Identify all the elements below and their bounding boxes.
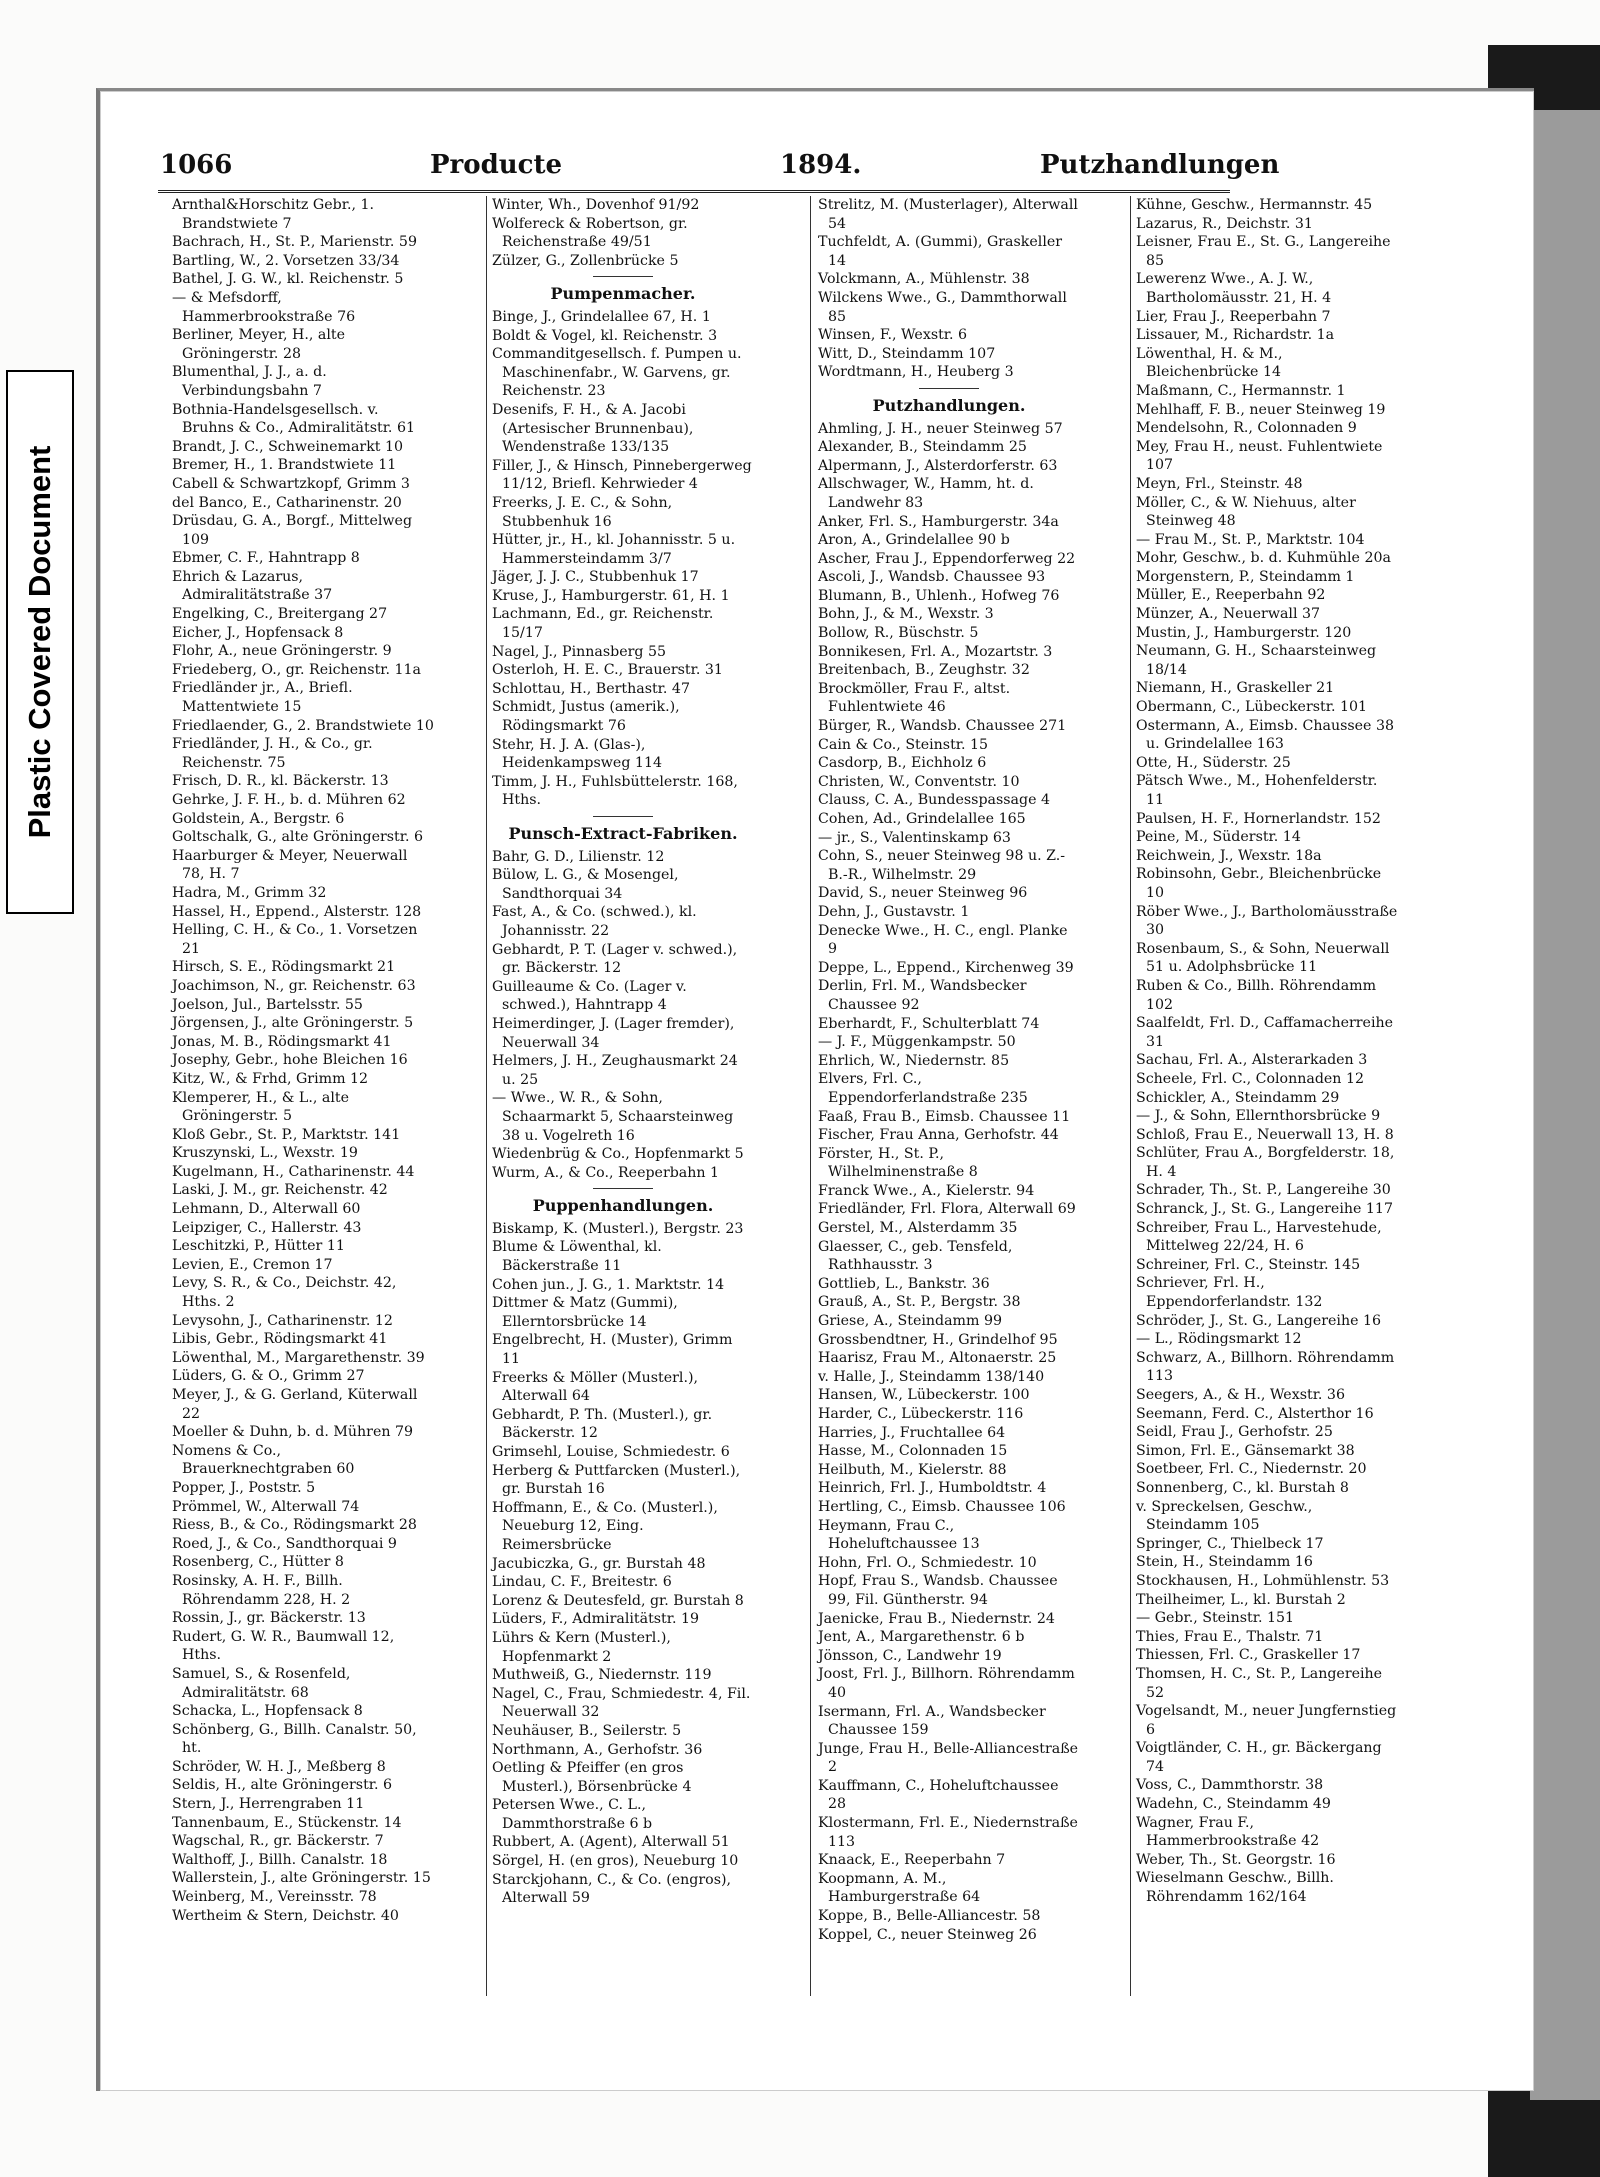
directory-entry: — jr., S., Valentinskamp 63 (818, 829, 1011, 846)
column-divider (1130, 196, 1131, 1996)
directory-entry: Rubbert, A. (Agent), Alterwall 51 (492, 1834, 730, 1851)
directory-entry: Goldstein, A., Bergstr. 6 (172, 810, 345, 827)
directory-entry: Levysohn, J., Catharinenstr. 12 (172, 1312, 393, 1329)
directory-entry: Saalfeldt, Frl. D., Caffamacherreihe 31 (1136, 1015, 1394, 1050)
section-separator (919, 388, 979, 389)
directory-entry: Niemann, H., Graskeller 21 (1136, 680, 1335, 697)
directory-entry: Wagner, Frau F., Hammerbrookstraße 42 (1136, 1814, 1320, 1850)
directory-entry: Ascoli, J., Wandsb. Chaussee 93 (818, 569, 1046, 586)
directory-entry: Bonnikesen, Frl. A., Mozartstr. 3 (818, 643, 1053, 660)
directory-entry: Mustin, J., Hamburgerstr. 120 (1136, 624, 1352, 641)
directory-entry: Friedländer, Frl. Flora, Alterwall 69 (818, 1201, 1076, 1218)
directory-entry: Strelitz, M. (Musterlager), Alterwall 54 (818, 197, 1078, 232)
directory-entry: Robinsohn, Gebr., Bleichenbrücke 10 (1136, 866, 1382, 901)
directory-entry: Seldis, H., alte Gröningerstr. 6 (172, 1777, 393, 1794)
section-separator (593, 276, 653, 277)
directory-entry: Derlin, Frl. M., Wandsbecker Chaussee 92 (818, 978, 1027, 1013)
section-heading: Punsch-Extract-Fabriken. (508, 824, 738, 843)
directory-entry: Breitenbach, B., Zeughstr. 32 (818, 662, 1030, 679)
directory-entry: Cohen jun., J. G., 1. Marktstr. 14 (492, 1276, 725, 1293)
directory-entry: Kühne, Geschw., Hermannstr. 45 (1136, 197, 1373, 213)
directory-entry: Mendelsohn, R., Colonnaden 9 (1136, 420, 1357, 437)
header-rule (158, 190, 1230, 193)
directory-entry: Ahmling, J. H., neuer Steinweg 57 (818, 420, 1063, 437)
section-separator (593, 1188, 653, 1189)
directory-entry: Ebmer, C. F., Hahntrapp 8 (172, 550, 360, 567)
directory-entry: Gehrke, J. F. H., b. d. Mühren 62 (172, 792, 406, 808)
directory-entry: Hadra, M., Grimm 32 (172, 884, 327, 901)
directory-entry: Förster, H., St. P., Wilhelminenstraße 8 (818, 1145, 978, 1181)
directory-entry: Bothnia-Handelsgesellsch. v. Bruhns & Co., Admiralitätstr. 61 (172, 401, 415, 437)
directory-entry: Christen, W., Conventstr. 10 (818, 773, 1020, 790)
directory-entry: Hansen, W., Lübeckerstr. 100 (818, 1387, 1030, 1404)
directory-entry: Harries, J., Fruchtallee 64 (818, 1424, 1006, 1441)
directory-entry: Blumann, B., Uhlenh., Hofweg 76 (818, 587, 1060, 604)
directory-entry: Engelbrecht, H. (Muster), Grimm 11 (492, 1332, 733, 1368)
directory-entry: Mehlhaff, F. B., neuer Steinweg 19 (1136, 401, 1386, 418)
directory-entry: Dittmer & Matz (Gummi), Ellerntorsbrücke 14 (492, 1295, 678, 1330)
directory-entry: Schwarz, A., Billhorn. Röhrendamm 113 (1136, 1349, 1395, 1385)
section-heading: Putzhandlungen. (872, 395, 1026, 415)
directory-entry: Kitz, W., & Frhd, Grimm 12 (172, 1070, 369, 1087)
directory-entry: Scheele, Frl. C., Colonnaden 12 (1136, 1070, 1364, 1087)
directory-entry: Lissauer, M., Richardstr. 1a (1136, 327, 1335, 344)
directory-entry: Lindau, C. F., Breitestr. 6 (492, 1574, 672, 1591)
directory-entry: Hohn, Frl. O., Schmiedestr. 10 (818, 1554, 1037, 1571)
directory-entry: Bollow, R., Büschstr. 5 (818, 625, 979, 642)
column-4 (1136, 196, 1398, 1907)
directory-entry: Hirsch, S. E., Rödingsmarkt 21 (172, 959, 396, 976)
directory-entry: Josephy, Gebr., hohe Bleichen 16 (172, 1052, 408, 1069)
directory-entry: Hertling, C., Eimsb. Chaussee 106 (818, 1498, 1066, 1515)
directory-entry: Wadehn, C., Steindamm 49 (1136, 1796, 1331, 1813)
directory-entry: Riess, B., & Co., Rödingsmarkt 28 (172, 1517, 417, 1534)
directory-entry: — Gebr., Steinstr. 151 (1136, 1610, 1295, 1627)
directory-entry: Kruse, J., Hamburgerstr. 61, H. 1 (492, 587, 730, 604)
directory-entry: Ruben & Co., Billh. Röhrendamm 102 (1136, 977, 1377, 1013)
directory-entry: Schröder, W. H. J., Meßberg 8 (172, 1758, 386, 1775)
directory-entry: Joost, Frl. J., Billhorn. Röhrendamm 40 (818, 1666, 1075, 1701)
directory-entry: Boldt & Vogel, kl. Reichenstr. 3 (492, 327, 718, 344)
directory-entry: Tannenbaum, E., Stückenstr. 14 (172, 1814, 402, 1831)
directory-entry: Paulsen, H. F., Hornerlandstr. 152 (1136, 810, 1381, 827)
directory-entry: Meyer, J., & G. Gerland, Küterwall 22 (172, 1387, 418, 1422)
directory-entry: Alexander, B., Steindamm 25 (818, 439, 1027, 456)
directory-entry: Grossbendtner, H., Grindelhof 95 (818, 1331, 1058, 1348)
directory-entry: Hopf, Frau S., Wandsb. Chaussee 99, Fil. Güntherstr. 94 (818, 1573, 1058, 1608)
directory-entry: Kruszynski, L., Wexstr. 19 (172, 1145, 358, 1162)
directory-entry: Stehr, H. J. A. (Glas-), Heidenkampsweg 114 (492, 736, 663, 772)
directory-entry: Laski, J. M., gr. Reichenstr. 42 (172, 1182, 388, 1199)
directory-entry: Springer, C., Thielbeck 17 (1136, 1535, 1324, 1552)
directory-entry: Dehn, J., Gustavstr. 1 (818, 903, 970, 920)
directory-entry: Desenifs, F. H., & A. Jacobi (Artesischer Brunnenbau), Wendenstraße 133/135 (492, 401, 694, 456)
directory-entry: Stein, H., Steindamm 16 (1136, 1554, 1313, 1571)
directory-entry: Thomsen, H. C., St. P., Langereihe 52 (1136, 1665, 1383, 1701)
directory-entry: Gebhardt, P. Th. (Musterl.), gr. Bäckerstr. 12 (492, 1406, 713, 1442)
directory-entry: Schloß, Frau E., Neuerwall 13, H. 8 (1136, 1126, 1394, 1143)
directory-entry: Volckmann, A., Mühlenstr. 38 (818, 271, 1030, 288)
page-header (160, 150, 1280, 186)
directory-entry: Grimsehl, Louise, Schmiedestr. 6 (492, 1444, 730, 1460)
directory-entry: Jonas, M. B., Rödingsmarkt 41 (172, 1033, 392, 1050)
directory-entry: Münzer, A., Neuerwall 37 (1136, 606, 1321, 623)
directory-entry: Hoffmann, E., & Co. (Musterl.), Neueburg 12, Eing. Reimersbrücke (492, 1499, 718, 1553)
directory-entry: Lazarus, R., Deichstr. 31 (1136, 215, 1313, 232)
directory-entry: Elvers, Frl. C., Eppendorferlandstraße 235 (818, 1071, 1028, 1106)
directory-entry: Theilheimer, L., kl. Burstah 2 (1136, 1591, 1346, 1608)
directory-entry: Schlottau, H., Berthastr. 47 (492, 680, 690, 697)
directory-entry: Isermann, Frl. A., Wandsbecker Chaussee 159 (818, 1703, 1046, 1739)
directory-entry: Schranck, J., St. G., Langereihe 117 (1136, 1201, 1393, 1218)
directory-entry: Lüders, G. & O., Grimm 27 (172, 1368, 365, 1385)
directory-entry: Bahr, G. D., Lilienstr. 12 (492, 848, 665, 865)
section-separator (593, 816, 653, 817)
directory-entry: Drüsdau, G. A., Borgf., Mittelweg 109 (172, 513, 413, 548)
directory-entry: Lewerenz Wwe., A. J. W., Bartholomäusstr. 21, H. 4 (1136, 271, 1332, 306)
directory-entry: Koopmann, A. M., Hamburgerstraße 64 (818, 1870, 981, 1906)
directory-entry: Nomens & Co., Brauerknechtgraben 60 (172, 1442, 355, 1478)
directory-entry: Lührs & Kern (Musterl.), Hopfenmarkt 2 (492, 1629, 671, 1665)
directory-entry: Friedlaender, G., 2. Brandstwiete 10 (172, 717, 434, 734)
directory-entry: Jacubiczka, G., gr. Burstah 48 (492, 1555, 706, 1572)
directory-entry: Brockmöller, Frau F., altst. Fuhlentwiete 46 (818, 680, 1011, 716)
page-number: 1066 (160, 150, 233, 180)
directory-entry: Jönsson, C., Landwehr 19 (818, 1647, 1002, 1664)
directory-entry: Peine, M., Süderstr. 14 (1136, 829, 1301, 846)
directory-entry: Oetling & Pfeiffer (en gros Musterl.), Börsenbrücke 4 (492, 1760, 692, 1795)
directory-entry: Schröder, J., St. G., Langereihe 16 (1136, 1312, 1382, 1329)
directory-entry: Levien, E., Cremon 17 (172, 1256, 333, 1273)
directory-entry: Schmidt, Justus (amerik.), Rödingsmarkt 76 (492, 699, 680, 735)
section-heading: Puppenhandlungen. (532, 1196, 714, 1216)
directory-entry: Bartling, W., 2. Vorsetzen 33/34 (172, 252, 400, 269)
directory-entry: Wieselmann Geschw., Billh. Röhrendamm 162/164 (1136, 1870, 1334, 1906)
directory-entry: Frisch, D. R., kl. Bäckerstr. 13 (172, 773, 389, 790)
directory-entry: Wilckens Wwe., G., Dammthorwall 85 (818, 289, 1067, 325)
directory-entry: Wiedenbrüg & Co., Hopfenmarkt 5 (492, 1146, 744, 1163)
directory-entry: Ostermann, A., Eimsb. Chaussee 38 u. Grindelallee 163 (1136, 717, 1395, 753)
directory-entry: Cohn, S., neuer Steinweg 98 u. Z.-B.-R., Wilhelmstr. 29 (818, 848, 1066, 883)
directory-entry: Bathel, J. G. W., kl. Reichenstr. 5 (172, 271, 404, 288)
header-right-title: Putzhandlungen (1040, 150, 1280, 180)
directory-entry: Seidl, Frau J., Gerhofstr. 25 (1136, 1424, 1333, 1441)
next-page-edge (1530, 110, 1600, 2100)
directory-entry: Osterloh, H. E. C., Brauerstr. 31 (492, 662, 723, 679)
directory-entry: Casdorp, B., Eichholz 6 (818, 755, 987, 772)
directory-entry: — J. F., Müggenkampstr. 50 (818, 1034, 1016, 1051)
directory-entry: Möller, C., & W. Niehuus, alter Steinweg 48 (1136, 494, 1356, 530)
directory-entry: Weber, Th., St. Georgstr. 16 (1136, 1851, 1336, 1868)
directory-entry: Rosenberg, C., Hütter 8 (172, 1554, 344, 1571)
directory-entry: Meyn, Frl., Steinstr. 48 (1136, 475, 1303, 492)
directory-entry: Blumenthal, J. J., a. d. Verbindungsbahn 7 (172, 364, 327, 399)
directory-entry: Freerks & Möller (Musterl.), Alterwall 64 (492, 1369, 699, 1405)
directory-entry: Lachmann, Ed., gr. Reichenstr. 15/17 (492, 606, 714, 642)
directory-entry: Schacka, L., Hopfensack 8 (172, 1703, 363, 1720)
directory-entry: Biskamp, K. (Musterl.), Bergstr. 23 (492, 1220, 744, 1237)
directory-entry: Thiessen, Frl. C., Graskeller 17 (1136, 1647, 1361, 1664)
directory-entry: Obermann, C., Lübeckerstr. 101 (1136, 699, 1368, 716)
directory-entry: Koppel, C., neuer Steinweg 26 (818, 1926, 1037, 1943)
directory-entry: Seemann, Ferd. C., Alsterthor 16 (1136, 1405, 1374, 1422)
directory-entry: Friedländer jr., A., Briefl. Mattentwiete 15 (172, 680, 353, 716)
directory-entry: Ascher, Frau J., Eppendorferweg 22 (818, 550, 1076, 567)
directory-entry: Winter, Wh., Dovenhof 91/92 (492, 197, 700, 213)
directory-entry: David, S., neuer Steinweg 96 (818, 885, 1028, 902)
directory-entry: del Banco, E., Catharinenstr. 20 (172, 494, 402, 511)
directory-entry: Cohen, Ad., Grindelallee 165 (818, 811, 1026, 827)
directory-entry: Winsen, F., Wexstr. 6 (818, 327, 968, 344)
directory-entry: Freerks, J. E. C., & Sohn, Stubbenhuk 16 (492, 494, 673, 530)
directory-entry: Walthoff, J., Billh. Canalstr. 18 (172, 1851, 388, 1868)
directory-entry: Klemperer, H., & L., alte Gröningerstr. 5 (172, 1089, 349, 1125)
directory-entry: Soetbeer, Frl. C., Niedernstr. 20 (1136, 1461, 1367, 1478)
directory-entry: Harder, C., Lübeckerstr. 116 (818, 1406, 1024, 1422)
directory-entry: Commanditgesellsch. f. Pumpen u. Maschinenfabr., W. Garvens, gr. Reichenstr. 23 (492, 346, 742, 400)
directory-entry: Ehrich & Lazarus, Admiralitätstraße 37 (172, 568, 333, 604)
directory-entry: Griese, A., Steindamm 99 (818, 1313, 1003, 1330)
directory-entry: Kloß Gebr., St. P., Marktstr. 141 (172, 1126, 401, 1143)
directory-entry: Leisner, Frau E., St. G., Langereihe 85 (1136, 234, 1391, 269)
directory-entry: Rossin, J., gr. Bäckerstr. 13 (172, 1610, 366, 1627)
directory-entry: Ehrlich, W., Niedernstr. 85 (818, 1052, 1010, 1069)
directory-entry: Herberg & Puttfarcken (Musterl.), gr. Burstah 16 (492, 1462, 741, 1498)
directory-entry: Deppe, L., Eppend., Kirchenweg 39 (818, 959, 1074, 976)
directory-entry: v. Halle, J., Steindamm 138/140 (818, 1368, 1045, 1385)
directory-entry: Berliner, Meyer, H., alte Gröningerstr. 28 (172, 327, 346, 362)
directory-entry: Heilbuth, M., Kielerstr. 88 (818, 1461, 1007, 1478)
directory-entry: Moeller & Duhn, b. d. Mühren 79 (172, 1424, 414, 1441)
directory-entry: Joelson, Jul., Bartelsstr. 55 (172, 996, 363, 1013)
header-year: 1894. (780, 150, 862, 180)
directory-entry: Starckjohann, C., & Co. (engros), Alterwall 59 (492, 1871, 732, 1907)
directory-entry: Rudert, G. W. R., Baumwall 12, Hths. (172, 1628, 395, 1664)
directory-entry: Flohr, A., neue Gröningerstr. 9 (172, 643, 392, 660)
directory-entry: Petersen Wwe., C. L., Dammthorstraße 6 b (492, 1797, 653, 1832)
directory-entry: Thies, Frau E., Thalstr. 71 (1136, 1628, 1324, 1645)
directory-entry: Helling, C. H., & Co., 1. Vorsetzen 21 (172, 922, 418, 957)
directory-entry: Haarburger & Meyer, Neuerwall 78, H. 7 (172, 847, 408, 883)
directory-entry: Roed, J., & Co., Sandthorquai 9 (172, 1535, 397, 1552)
plastic-covered-label-text: Plastic Covered Document (22, 445, 57, 839)
directory-entry: Bürger, R., Wandsb. Chaussee 271 (818, 718, 1067, 735)
directory-entry: — J., & Sohn, Ellernthorsbrücke 9 (1136, 1108, 1381, 1125)
directory-entry: Jäger, J. J. C., Stubbenhuk 17 (492, 569, 699, 586)
directory-entry: Cabell & Schwartzkopf, Grimm 3 (172, 475, 410, 492)
directory-entry: Prömmel, W., Alterwall 74 (172, 1498, 360, 1515)
directory-entry: Timm, J. H., Fuhlsbüttelerstr. 168, Hths. (492, 773, 738, 809)
directory-entry: Lier, Frau J., Reeperbahn 7 (1136, 308, 1331, 325)
column-divider (810, 196, 811, 1996)
directory-entry: Voigtländer, C. H., gr. Bäckergang 74 (1136, 1740, 1382, 1775)
directory-entry: Brandt, J. C., Schweinemarkt 10 (172, 438, 404, 455)
directory-entry: Pätsch Wwe., M., Hohenfelderstr. 11 (1136, 773, 1378, 808)
directory-entry: Nagel, J., Pinnasberg 55 (492, 643, 667, 660)
directory-entry: Löwenthal, H. & M., Bleichenbrücke 14 (1136, 345, 1283, 381)
directory-entry: Levy, S. R., & Co., Deichstr. 42, Hths. 2 (172, 1275, 397, 1311)
directory-entry: Zülzer, G., Zollenbrücke 5 (492, 252, 679, 269)
directory-entry: Reichwein, J., Wexstr. 18a (1136, 847, 1322, 864)
directory-entry: Simon, Frl. E., Gänsemarkt 38 (1136, 1442, 1355, 1459)
directory-entry: Gebhardt, P. T. (Lager v. schwed.), gr. Bäckerstr. 12 (492, 941, 738, 977)
directory-entry: Fischer, Frau Anna, Gerhofstr. 44 (818, 1127, 1059, 1144)
directory-entry: Heinrich, Frl. J., Humboldtstr. 4 (818, 1480, 1047, 1497)
directory-entry: Popper, J., Poststr. 5 (172, 1479, 316, 1496)
directory-entry: Bülow, L. G., & Mosengel, Sandthorquai 34 (492, 867, 679, 902)
directory-entry: Bohn, J., & M., Wexstr. 3 (818, 606, 994, 623)
directory-entry: Mey, Frau H., neust. Fuhlentwiete 107 (1136, 438, 1383, 474)
directory-entry: Wordtmann, H., Heuberg 3 (818, 364, 1014, 381)
directory-entry: Leschitzki, P., Hütter 11 (172, 1238, 345, 1255)
directory-entry: Leipziger, C., Hallerstr. 43 (172, 1219, 362, 1236)
directory-entry: Junge, Frau H., Belle-Alliancestraße 2 (818, 1740, 1079, 1776)
directory-entry: Gerstel, M., Alsterdamm 35 (818, 1220, 1018, 1237)
directory-entry: Friedländer, J. H., & Co., gr. Reichenstr. 75 (172, 736, 373, 771)
directory-entry: Seegers, A., & H., Wexstr. 36 (1136, 1387, 1345, 1403)
directory-entry: Schlüter, Frau A., Borgfelderstr. 18, H. 4 (1136, 1145, 1395, 1180)
directory-entry: Lüders, F., Admiralitätstr. 19 (492, 1611, 700, 1628)
directory-entry: Gottlieb, L., Bankstr. 36 (818, 1275, 990, 1292)
directory-entry: Wagschal, R., gr. Bäckerstr. 7 (172, 1833, 384, 1850)
directory-entry: Knaack, E., Reeperbahn 7 (818, 1852, 1006, 1869)
directory-entry: Helmers, J. H., Zeughausmarkt 24 u. 25 (492, 1053, 738, 1088)
directory-entry: Joachimson, N., gr. Reichenstr. 63 (172, 977, 416, 994)
directory-entry: Guilleaume & Co. (Lager v. schwed.), Hahntrapp 4 (492, 978, 687, 1014)
directory-entry: Lorenz & Deutesfeld, gr. Burstah 8 (492, 1592, 744, 1609)
directory-entry: Jent, A., Margarethenstr. 6 b (818, 1629, 1025, 1646)
directory-entry: Grauß, A., St. P., Bergstr. 38 (818, 1294, 1021, 1311)
directory-entry: — L., Rödingsmarkt 12 (1136, 1331, 1302, 1348)
directory-entry: Sonnenberg, C., kl. Burstah 8 (1136, 1479, 1349, 1496)
directory-entry: Cain & Co., Steinstr. 15 (818, 736, 989, 753)
directory-entry: Sachau, Frl. A., Alsterarkaden 3 (1136, 1052, 1368, 1069)
directory-entry: Koppe, B., Belle-Alliancestr. 58 (818, 1908, 1041, 1925)
column-1 (172, 196, 434, 1925)
directory-entry: Schreiner, Frl. C., Steinstr. 145 (1136, 1256, 1361, 1273)
column-divider (486, 196, 487, 1996)
directory-entry: Lehmann, D., Alterwall 60 (172, 1201, 361, 1218)
directory-entry: Anker, Frl. S., Hamburgerstr. 34a (818, 513, 1059, 530)
directory-entry: Franck Wwe., A., Kielerstr. 94 (818, 1182, 1035, 1199)
directory-entry: Jörgensen, J., alte Gröningerstr. 5 (172, 1015, 414, 1032)
directory-entry: Binge, J., Grindelallee 67, H. 1 (492, 308, 711, 325)
directory-entry: Röber Wwe., J., Bartholomäusstraße 30 (1136, 903, 1398, 939)
directory-entry: Jaenicke, Frau B., Niedernstr. 24 (818, 1610, 1055, 1627)
directory-entry: Bremer, H., 1. Brandstwiete 11 (172, 457, 397, 474)
directory-entry: Aron, A., Grindelallee 90 b (818, 532, 1010, 549)
directory-entry: Clauss, C. A., Bundesspassage 4 (818, 792, 1051, 809)
directory-entry: Tuchfeldt, A. (Gummi), Graskeller 14 (818, 234, 1063, 269)
directory-entry: Faaß, Frau B., Eimsb. Chaussee 11 (818, 1108, 1071, 1125)
directory-entry: — & Mefsdorff, Hammerbrookstraße 76 (172, 289, 356, 325)
directory-entry: Heimerdinger, J. (Lager fremder), Neuerwall 34 (492, 1015, 735, 1051)
directory-entry: Eberhardt, F., Schulterblatt 74 (818, 1015, 1040, 1032)
directory-entry: Mohr, Geschw., b. d. Kuhmühle 20a (1136, 550, 1391, 567)
directory-entry: Filler, J., & Hinsch, Pinnebergerweg 11/12, Briefl. Kehrwieder 4 (492, 457, 752, 493)
directory-entry: Allschwager, W., Hamm, ht. d. Landwehr 83 (818, 476, 1034, 511)
directory-entry: Wurm, A., & Co., Reeperbahn 1 (492, 1164, 720, 1181)
directory-entry: Schreiber, Frau L., Harvestehude, Mittelweg 22/24, H. 6 (1136, 1219, 1382, 1255)
directory-entry: Blume & Löwenthal, kl. Bäckerstraße 11 (492, 1239, 662, 1275)
directory-entry: Kugelmann, H., Catharinenstr. 44 (172, 1163, 415, 1180)
directory-entry: Northmann, A., Gerhofstr. 36 (492, 1741, 703, 1758)
directory-entry: Denecke Wwe., H. C., engl. Planke 9 (818, 922, 1068, 958)
directory-entry: Neuhäuser, B., Seilerstr. 5 (492, 1722, 682, 1739)
directory-entry: Weinberg, M., Vereinsstr. 78 (172, 1889, 377, 1906)
directory-entry: Glaesser, C., geb. Tensfeld, Rathhausstr. 3 (818, 1238, 1013, 1274)
directory-entry: Voss, C., Dammthorstr. 38 (1136, 1777, 1324, 1794)
directory-entry: Alpermann, J., Alsterdorferstr. 63 (818, 457, 1058, 474)
directory-entry: Stern, J., Herrengraben 11 (172, 1796, 365, 1813)
directory-entry: Friedeberg, O., gr. Reichenstr. 11a (172, 661, 422, 678)
column-3 (818, 196, 1080, 1944)
header-left-title: Producte (430, 150, 563, 180)
directory-entry: Schickler, A., Steindamm 29 (1136, 1089, 1340, 1106)
directory-entry: Löwenthal, M., Margarethenstr. 39 (172, 1349, 425, 1366)
directory-entry: v. Spreckelsen, Geschw., Steindamm 105 (1136, 1498, 1313, 1534)
directory-entry: Bachrach, H., St. P., Marienstr. 59 (172, 234, 417, 251)
directory-entry: Heymann, Frau C., Hoheluftchaussee 13 (818, 1517, 980, 1553)
directory-entry: Hassel, H., Eppend., Alsterstr. 128 (172, 903, 422, 920)
section-heading: Pumpenmacher. (550, 284, 696, 304)
directory-entry: Vogelsandt, M., neuer Jungfernstieg 6 (1136, 1703, 1397, 1738)
directory-entry: Wallerstein, J., alte Gröningerstr. 15 (172, 1870, 431, 1887)
column-2 (492, 196, 754, 1908)
directory-entry: Arnthal&Horschitz Gebr., 1. Brandstwiete 7 (172, 197, 375, 232)
plastic-covered-label (6, 370, 74, 914)
directory-entry: Libis, Gebr., Rödingsmarkt 41 (172, 1331, 388, 1348)
directory-entry: Maßmann, C., Hermannstr. 1 (1136, 382, 1346, 399)
directory-entry: Otte, H., Süderstr. 25 (1136, 754, 1291, 771)
directory-entry: Rosinsky, A. H. F., Billh. Röhrendamm 228, H. 2 (172, 1572, 351, 1608)
directory-entry: Hasse, M., Colonnaden 15 (818, 1443, 1008, 1460)
directory-entry: Muthweiß, G., Niedernstr. 119 (492, 1667, 712, 1684)
directory-entry: Rosenbaum, S., & Sohn, Neuerwall 51 u. Adolphsbrücke 11 (1136, 940, 1390, 976)
directory-entry: Morgenstern, P., Steindamm 1 (1136, 568, 1355, 585)
directory-entry: — Wwe., W. R., & Sohn, Schaarmarkt 5, Schaarsteinweg 38 u. Vogelreth 16 (492, 1090, 734, 1144)
directory-entry: Schriever, Frl. H., Eppendorferlandstr. 132 (1136, 1275, 1323, 1311)
directory-entry: Neumann, G. H., Schaarsteinweg 18/14 (1136, 643, 1377, 678)
directory-entry: Stockhausen, H., Lohmühlenstr. 53 (1136, 1572, 1390, 1589)
directory-entry: Klostermann, Frl. E., Niedernstraße 113 (818, 1815, 1078, 1850)
directory-entry: Eicher, J., Hopfensack 8 (172, 624, 344, 641)
directory-entry: Fast, A., & Co. (schwed.), kl. Johannisstr. 22 (492, 904, 697, 939)
directory-entry: Haarisz, Frau M., Altonaerstr. 25 (818, 1350, 1057, 1367)
directory-entry: Engelking, C., Breitergang 27 (172, 606, 388, 623)
directory-entry: Goltschalk, G., alte Gröningerstr. 6 (172, 829, 424, 846)
directory-entry: Kauffmann, C., Hoheluftchaussee 28 (818, 1777, 1059, 1813)
directory-entry: Müller, E., Reeperbahn 92 (1136, 587, 1326, 604)
directory-entry: Samuel, S., & Rosenfeld, Admiralitätstr. 68 (172, 1665, 351, 1701)
directory-entry: Wolfereck & Robertson, gr. Reichenstraße 49/51 (492, 215, 688, 251)
directory-entry: Nagel, C., Frau, Schmiedestr. 4, Fil. Neuerwall 32 (492, 1685, 751, 1721)
directory-entry: Schrader, Th., St. P., Langereihe 30 (1136, 1182, 1391, 1199)
directory-entry: Schönberg, G., Billh. Canalstr. 50, ht. (172, 1721, 417, 1757)
directory-entry: Sörgel, H. (en gros), Neueburg 10 (492, 1853, 739, 1870)
directory-entry: Witt, D., Steindamm 107 (818, 345, 996, 362)
directory-entry: Hütter, jr., H., kl. Johannisstr. 5 u. Hammersteindamm 3/7 (492, 532, 736, 567)
directory-entry: Wertheim & Stern, Deichstr. 40 (172, 1907, 399, 1924)
directory-entry: — Frau M., St. P., Marktstr. 104 (1136, 531, 1365, 548)
